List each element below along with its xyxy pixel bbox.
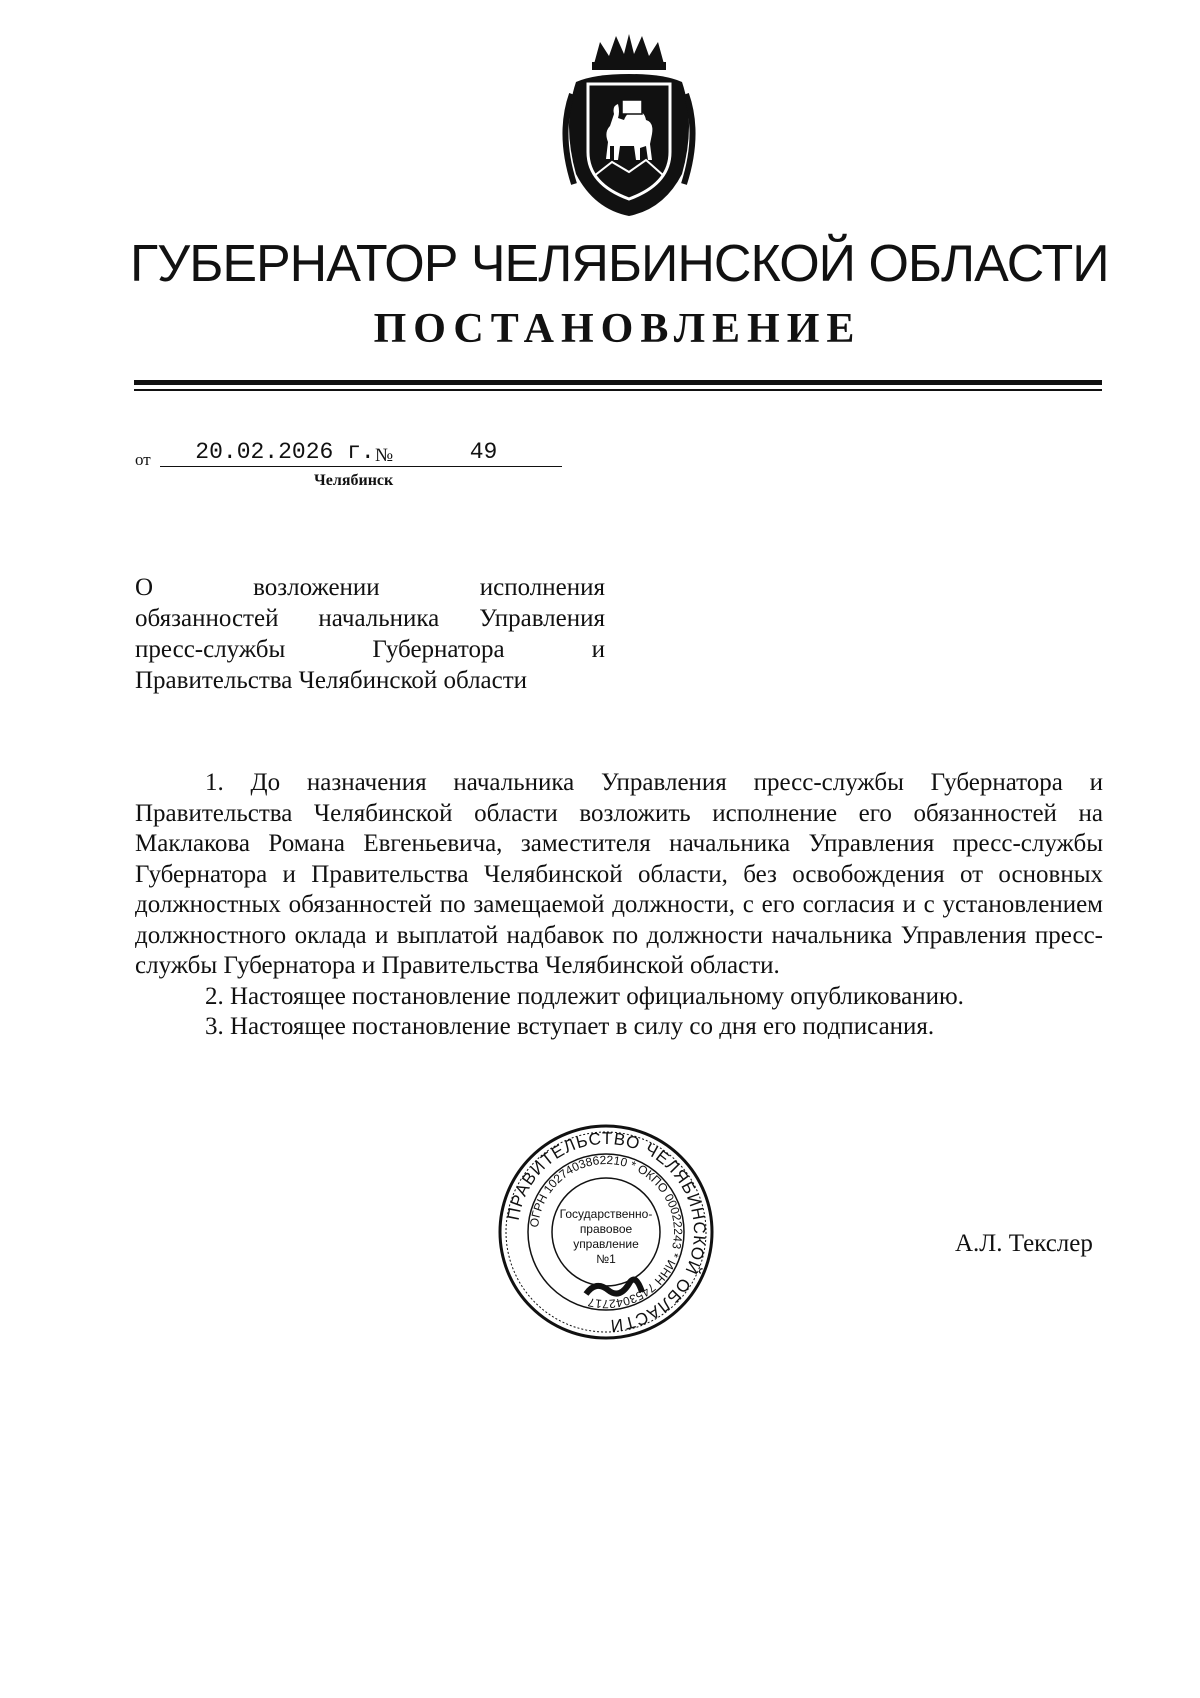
authority-title: ГУБЕРНАТОР ЧЕЛЯБИНСКОЙ ОБЛАСТИ	[130, 235, 1109, 293]
document-number: 49	[405, 438, 562, 467]
seal-outer-text: ПРАВИТЕЛЬСТВО ЧЕЛЯБИНСКОЙ ОБЛАСТИ	[503, 1128, 710, 1336]
header-rule-thin	[134, 389, 1102, 391]
subject-line: О возложении исполнения	[135, 574, 605, 601]
official-seal-icon	[496, 1122, 716, 1342]
document-type: ПОСТАНОВЛЕНИЕ	[373, 306, 862, 352]
seal-center-line: Государственно-	[559, 1207, 653, 1221]
coat-of-arms-icon	[554, 34, 704, 219]
seal-center-line: №1	[596, 1252, 616, 1266]
header-rule-thick	[134, 380, 1102, 385]
signer-name: А.Л. Текслер	[955, 1230, 1093, 1257]
subject-line: Правительства Челябинской области	[135, 667, 528, 694]
city-name: Челябинск	[314, 472, 394, 489]
document-subject	[135, 572, 605, 696]
body-paragraph-1: 1. До назначения начальника Управления пресс-службы Губернатора и Правительства Челябинской области возложить исполнение его обязанностей на Маклакова Романа Евгеньевича, заместителя начальника Управления пресс-службы Губернатора и Правительства Челябинской области, без освобождения от основных должностных обязанностей по замещаемой должности, с его согласия и с установлением должностного оклада и выплатой надбавок по должности начальника Управления пресс-службы Губернатора и Правительства Челябинской области.	[135, 769, 1103, 979]
date-from-label: от	[135, 450, 151, 469]
seal-center-line: правовое	[579, 1222, 633, 1236]
document-body	[135, 768, 1103, 1043]
document-date: 20.02.2026 г.	[160, 438, 410, 467]
seal-inner-text: ОГРН 1027403862210 * ОКПО 00022243 * ИНН 7453042717	[527, 1152, 686, 1312]
body-paragraph-2: 2. Настоящее постановление подлежит официальному опубликованию.	[205, 982, 964, 1010]
seal-center-line: управление	[573, 1237, 639, 1251]
number-sign: №	[375, 445, 394, 466]
subject-line: пресс-службы Губернатора и	[135, 636, 605, 663]
body-paragraph-3: 3. Настоящее постановление вступает в силу со дня его подписания.	[205, 1013, 935, 1040]
subject-line: обязанностей начальника Управления	[135, 605, 605, 632]
